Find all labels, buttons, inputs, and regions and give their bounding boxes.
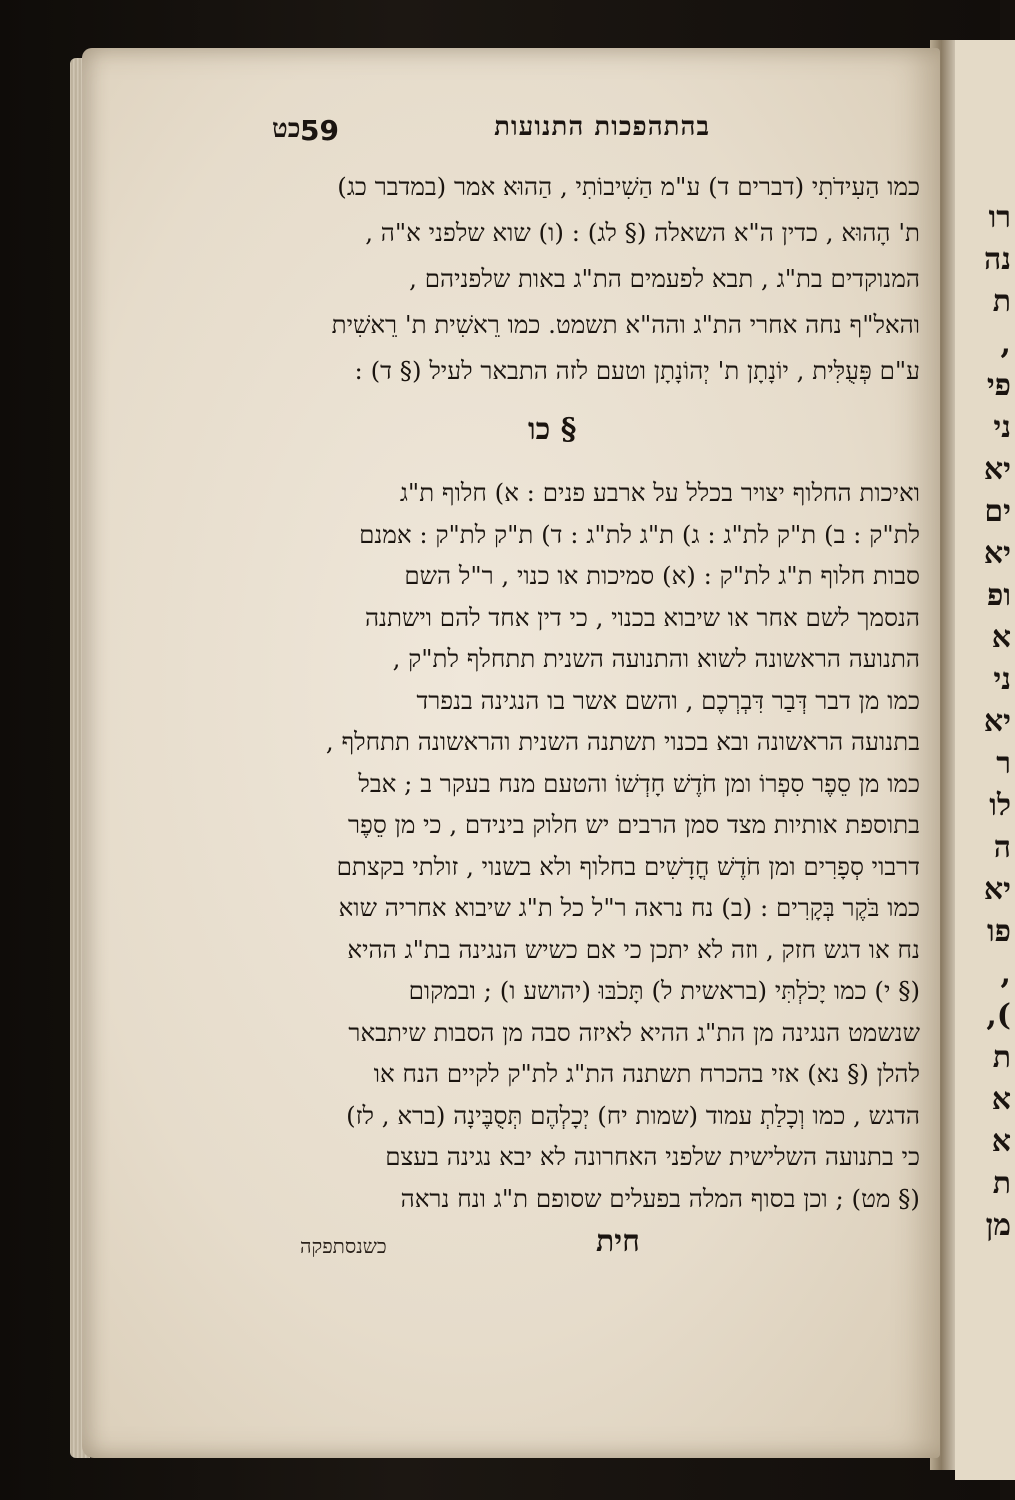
- facing-page-fragment: פי: [986, 368, 1011, 403]
- facing-page-fragment: ת: [992, 284, 1011, 319]
- text-line: סבות חלוף ת"ג לת"ק : (א) סמיכות או כנוי , ר"ל השם: [404, 561, 920, 590]
- section-mark: § כו: [528, 412, 577, 447]
- facing-page-fragment: נה: [983, 242, 1011, 277]
- text-line: כמו מן דבר דְּבַר דִּבְרְכֶם , והשם אשר בו הנגינה בנפרד: [416, 685, 920, 715]
- facing-page-fragment: ת: [992, 1040, 1011, 1075]
- facing-page-fragment: א: [991, 620, 1011, 655]
- facing-page-fragment: לו: [989, 788, 1011, 823]
- facing-page-fragment: יא: [983, 872, 1011, 907]
- page-number: 59: [300, 114, 339, 147]
- facing-page-fragment: ה: [993, 830, 1011, 865]
- facing-page-fragment: רו: [988, 200, 1011, 235]
- text-line: כמו בֹּקֶר בְּקָרִים : (ב) נח נראה ר"ל כל ת"ג שיבוא אחריה שוא: [338, 893, 920, 922]
- text-line: הנסמך לשם אחר או שיבוא בכנוי , כי דין אחד להם וישתנה: [364, 602, 920, 632]
- facing-page-fragment: ופ: [987, 578, 1011, 613]
- running-title: בהתהפכות התנועות: [494, 112, 710, 142]
- text-line: להלן (§ נא) אזי בהכרח תשתנה הת"ג לת"ק לקיים הנח או: [373, 1059, 920, 1088]
- facing-page-fragment: ,: [1000, 956, 1011, 991]
- text-line: בתוספת אותיות מצד סמן הרבים יש חלוק בינידם , כי מן סֵפֶר: [347, 810, 920, 839]
- text-line: שנשמט הנגינה מן הת"ג ההיא לאיזה סבה מן הסבות שיתבאר: [348, 1017, 920, 1047]
- facing-page-fragment: ר: [996, 746, 1011, 781]
- facing-page-fragment: ת: [992, 1166, 1011, 1201]
- text-line: כמו מן סֵפֶר סִפְרוֹ ומן חֹדֶשׁ חָדְשׁוֹ והטעם מנח בעקר ב ; אבל: [358, 768, 920, 798]
- text-line: בתנועה הראשונה ובא בכנוי תשתנה השנית והראשונה תתחלף ,: [325, 727, 920, 756]
- facing-page: [955, 40, 1015, 1480]
- text-line: והאל"ף נחה אחרי הת"ג והה"א תשמט. כמו רֵאשִׁית ת' רֵאשִׁית: [331, 310, 920, 339]
- text-line: (§ מט) ; וכן בסוף המלה בפעלים שסופם ת"ג ונח נראה: [400, 1183, 920, 1213]
- hebrew-page-number: כט: [272, 114, 301, 144]
- facing-page-fragment: ים: [984, 494, 1011, 529]
- facing-page-fragment: ני: [993, 410, 1011, 445]
- facing-page-fragment: פו: [987, 914, 1011, 949]
- facing-page-fragment: יא: [983, 452, 1011, 487]
- catchword: כשנסתפקה: [300, 1234, 387, 1258]
- text-line: ואיכות החלוף יצויר בכלל על ארבע פנים : א) חלוף ת"ג: [399, 478, 920, 507]
- text-line: נח או דגש חזק , וזה לא יתכן כי אם כשיש הנגינה בת"ג ההיא: [347, 934, 920, 964]
- text-line: הדגש , כמו וְכָלַתְ עמוד (שמות יח) יְכָלְהֶם תְּסֻבֶּינָה (ברא , לז): [346, 1100, 920, 1130]
- running-header: [272, 112, 710, 152]
- facing-page-fragment: ),: [986, 998, 1011, 1033]
- text-line: דרבוי סְפָרִים ומן חֹדֶשׁ חֳדָשִׁים בחלוף ולא בשנוי , זולתי בקצתם: [336, 851, 920, 881]
- facing-page-fragment: א: [991, 1082, 1011, 1117]
- text-line: המנוקדים בת"ג , תבא לפעמים הת"ג באות שלפניהם ,: [409, 264, 920, 293]
- text-line: ת' הָהוּא , כדין ה"א השאלה (§ לג) : (ו) שוא שלפני א"ה ,: [365, 218, 920, 247]
- text-line: ע"ם פְּעֻלִּית , יוֹנָתָן ת' יְהוֹנָתָן וטעם לזה התבאר לעיל (§ ד) :: [354, 356, 920, 385]
- text-line: לת"ק : ב) ת"ק לת"ג : ג) ת"ג לת"ג : ד) ת"ק לת"ק : אמנם: [359, 519, 920, 549]
- facing-page-fragment: ,: [1000, 326, 1011, 361]
- signature-mark: חית: [596, 1224, 640, 1259]
- text-line: כי בתנועה השלישית שלפני האחרונה לא יבא נגינה בעצם: [385, 1142, 920, 1171]
- facing-page-fragment: ני: [993, 662, 1011, 697]
- text-line: (§ י) כמו יָכֹלְתִּי (בראשית ל) תָּכֹבּוּ (יהושע ו) ; ובמקום: [408, 976, 920, 1005]
- text-line: כמו הַעִידֹתִי (דברים ד) ע"מ הַשִׁיבוֹתִי , הַהוּא אמר (במדבר כג): [337, 172, 920, 201]
- facing-page-fragment: א: [991, 1124, 1011, 1159]
- text-line: התנועה הראשונה לשוא והתנועה השנית תתחלף לת"ק ,: [392, 644, 920, 673]
- facing-page-fragment: מן: [985, 1208, 1011, 1243]
- facing-page-fragment: יא: [983, 536, 1011, 571]
- facing-page-fragment: יא: [983, 704, 1011, 739]
